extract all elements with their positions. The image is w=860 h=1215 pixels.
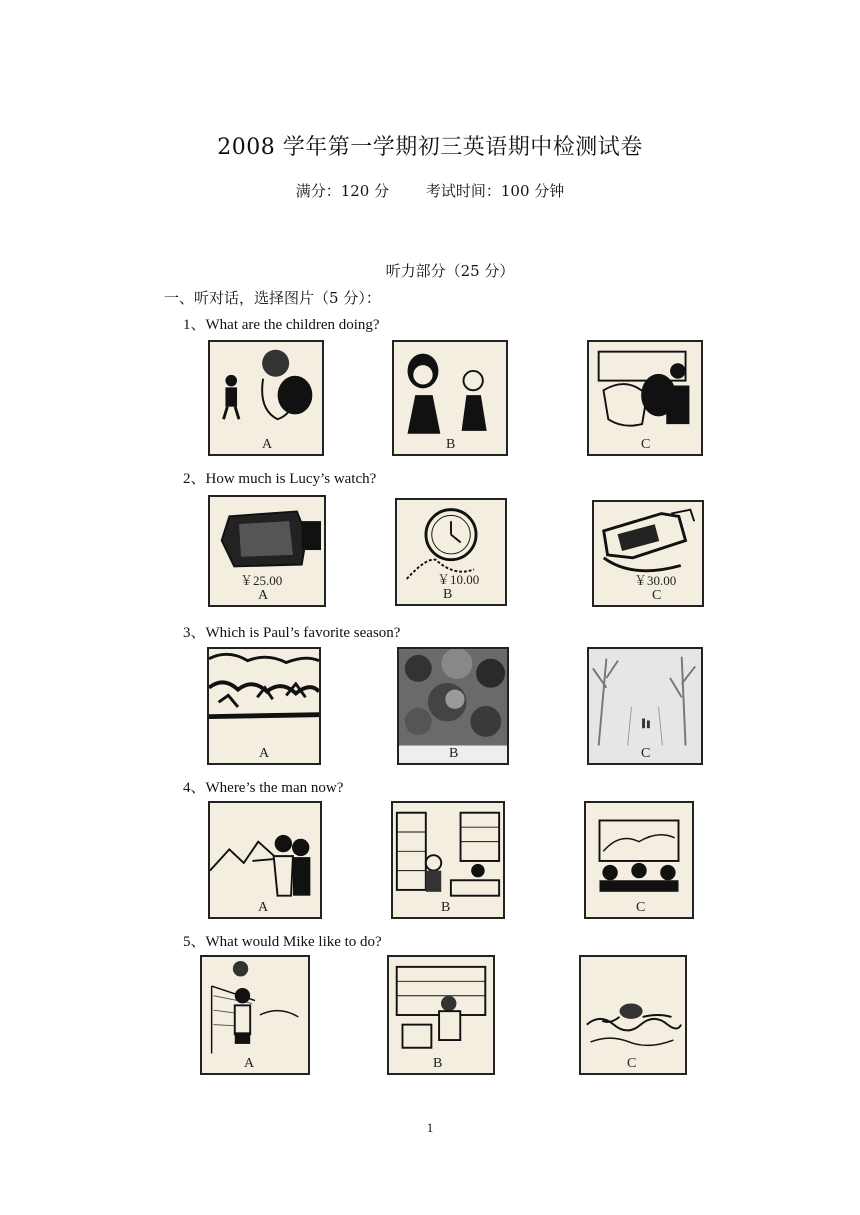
part-title: 一、听对话，选择图片（5 分）： [164,289,381,307]
page-number: 1 [426,1120,434,1135]
q1-option-c-image[interactable] [587,340,703,456]
exam-time: 考试时间：100 分钟 [425,182,565,200]
option-label: A [258,900,269,915]
q3-option-a-image[interactable] [207,647,321,765]
option-label: C [652,588,662,603]
option-label: B [446,437,456,452]
option-label: B [433,1056,443,1071]
option-label: B [449,746,459,761]
price-label: ￥10.00 [437,572,480,587]
option-label: A [244,1056,255,1071]
full-score: 满分：120 分 [295,182,390,200]
exam-title: 2008 学年第一学期初三英语期中检测试卷 [217,135,643,160]
option-label: B [443,587,453,602]
q5-option-a-image[interactable] [200,955,310,1075]
q2-option-b-image[interactable] [395,498,507,606]
q5-option-b-image[interactable] [387,955,495,1075]
option-label: C [636,900,646,915]
option-label: C [627,1056,637,1071]
q1-option-b-image[interactable] [392,340,508,456]
q3-option-c-image[interactable] [587,647,703,765]
option-label: A [262,437,273,452]
beach-volleyball-drawing [202,957,308,1073]
question-4: 4、Where’s the man now? [183,780,344,796]
option-label: A [258,588,269,603]
section-title: 听力部分（25 分） [385,262,515,280]
option-label: B [441,900,451,915]
question-5: 5、What would Mike like to do? [183,934,382,950]
digital-watch-drawing [594,502,702,605]
price-label: ￥30.00 [634,573,677,588]
question-1: 1、What are the children doing? [183,317,380,333]
question-3: 3、Which is Paul’s favorite season? [183,625,401,641]
option-label: A [259,746,270,761]
option-label: C [641,746,651,761]
q5-option-c-image[interactable] [579,955,687,1075]
option-label: C [641,437,651,452]
price-label: ￥25.00 [240,573,283,588]
q3-option-b-image[interactable] [397,647,509,765]
q4-option-c-image[interactable] [584,801,694,919]
question-2: 2、How much is Lucy’s watch? [183,471,377,487]
q2-option-a-image[interactable] [208,495,326,607]
q4-option-b-image[interactable] [391,801,505,919]
q2-option-c-image[interactable] [592,500,704,607]
q4-option-a-image[interactable] [208,801,322,919]
exam-info [0,180,860,201]
q1-option-a-image[interactable] [208,340,324,456]
